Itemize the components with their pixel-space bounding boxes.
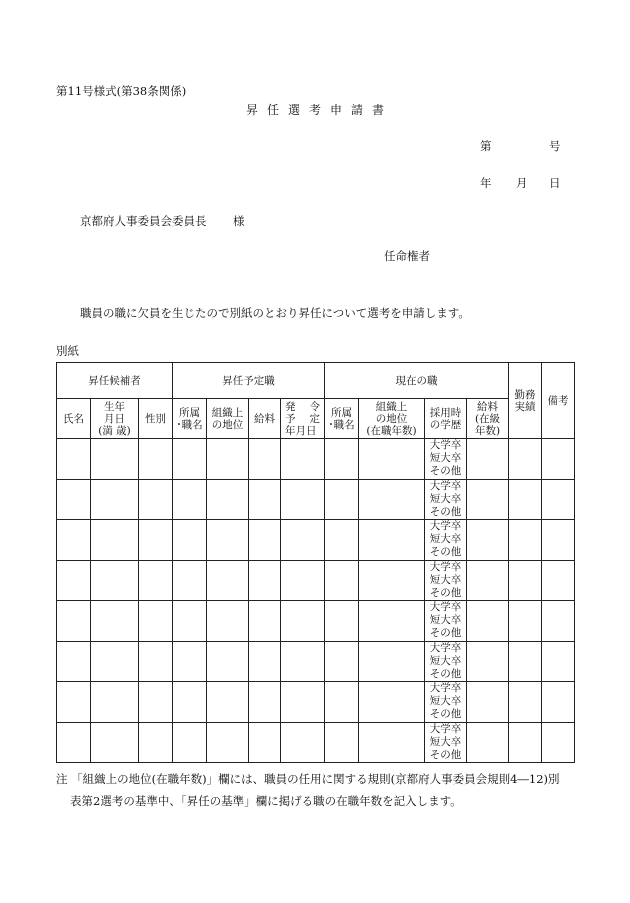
col-planned-rank-l1: 組織上	[211, 406, 244, 419]
education-option[interactable]: 短大卒	[429, 654, 462, 667]
table-row	[57, 641, 575, 682]
entry-cell[interactable]	[91, 641, 139, 682]
entry-cell[interactable]	[359, 439, 425, 480]
entry-cell[interactable]	[542, 439, 575, 480]
entry-cell[interactable]	[91, 560, 139, 601]
entry-cell[interactable]	[249, 520, 281, 561]
entry-cell[interactable]	[139, 560, 173, 601]
col-education-l2: の学歴	[429, 418, 462, 431]
education-option[interactable]: 短大卒	[429, 573, 462, 586]
education-option[interactable]: その他	[429, 667, 462, 680]
entry-cell[interactable]	[57, 641, 91, 682]
col-planned-dept-l2: ･職名	[176, 418, 203, 431]
col-birthdate-l3: (満 歳)	[98, 424, 131, 437]
entry-cell[interactable]	[467, 601, 509, 642]
entry-cell[interactable]	[281, 682, 325, 723]
entry-cell[interactable]	[542, 682, 575, 723]
education-option[interactable]: 大学卒	[429, 560, 462, 573]
entry-cell[interactable]	[325, 479, 359, 520]
col-appointment-date	[281, 399, 325, 439]
col-current-rank-l1: 組織上	[375, 400, 408, 413]
entry-cell[interactable]	[91, 601, 139, 642]
entry-cell[interactable]	[207, 439, 249, 480]
col-appointment-date-e: 年月日	[285, 424, 317, 437]
addressee: 京都府人事委員会委員長	[80, 214, 207, 228]
entry-cell[interactable]	[91, 722, 139, 763]
entry-cell[interactable]	[467, 682, 509, 723]
entry-cell[interactable]	[207, 641, 249, 682]
education-option[interactable]: 大学卒	[429, 682, 462, 695]
entry-cell[interactable]	[509, 560, 542, 601]
date-day: 日	[549, 176, 561, 190]
education-cell	[425, 439, 467, 480]
education-option[interactable]: その他	[429, 627, 462, 640]
entry-cell[interactable]	[173, 439, 207, 480]
col-current-salary-l1: 給料	[477, 400, 499, 413]
entry-cell[interactable]	[467, 479, 509, 520]
entry-cell[interactable]	[139, 641, 173, 682]
table-row	[57, 722, 575, 763]
col-birthdate	[91, 399, 139, 439]
entry-cell[interactable]	[542, 520, 575, 561]
col-education	[425, 399, 467, 439]
entry-cell[interactable]	[173, 560, 207, 601]
education-option[interactable]: その他	[429, 708, 462, 721]
col-appointment-date-c: 予	[285, 412, 296, 425]
entry-cell[interactable]	[173, 520, 207, 561]
entry-cell[interactable]	[359, 560, 425, 601]
table-row	[57, 520, 575, 561]
form-number: 第11号様式(第38条関係)	[56, 84, 187, 98]
education-option[interactable]: 短大卒	[429, 533, 462, 546]
col-current-salary	[467, 399, 509, 439]
col-current-rank-l3: (在職年数)	[366, 424, 417, 437]
col-current-salary-l3: 年数)	[474, 424, 501, 437]
entry-cell[interactable]	[57, 682, 91, 723]
entry-cell[interactable]	[173, 479, 207, 520]
education-option[interactable]: 大学卒	[429, 722, 462, 735]
entry-cell[interactable]	[249, 641, 281, 682]
entry-cell[interactable]	[249, 601, 281, 642]
col-planned-rank-l2: の地位	[211, 418, 244, 431]
entry-cell[interactable]	[249, 479, 281, 520]
date-month: 月	[516, 176, 528, 190]
entry-cell[interactable]	[207, 479, 249, 520]
entry-cell[interactable]	[281, 722, 325, 763]
entry-cell[interactable]	[359, 641, 425, 682]
entry-cell[interactable]	[249, 682, 281, 723]
education-option[interactable]: その他	[429, 505, 462, 518]
entry-cell[interactable]	[325, 641, 359, 682]
col-planned-salary: 給料	[249, 399, 281, 439]
entry-cell[interactable]	[281, 601, 325, 642]
education-cell	[425, 682, 467, 723]
table-row	[57, 601, 575, 642]
entry-cell[interactable]	[57, 601, 91, 642]
entry-cell[interactable]	[139, 439, 173, 480]
entry-cell[interactable]	[207, 520, 249, 561]
entry-cell[interactable]	[325, 722, 359, 763]
col-current-salary-l2: (在級	[474, 412, 501, 425]
col-current-rank-l2: の地位	[375, 412, 408, 425]
education-option[interactable]: 短大卒	[429, 492, 462, 505]
appointing-authority: 任命権者	[384, 249, 430, 263]
education-option[interactable]: 短大卒	[429, 695, 462, 708]
document-title: 昇任選考申請書	[245, 103, 393, 117]
education-option[interactable]: 大学卒	[429, 479, 462, 492]
entry-cell[interactable]	[139, 601, 173, 642]
education-option[interactable]: その他	[429, 546, 462, 559]
entry-cell[interactable]	[325, 601, 359, 642]
entry-cell[interactable]	[325, 439, 359, 480]
col-current-rank	[359, 399, 425, 439]
entry-cell[interactable]	[542, 479, 575, 520]
education-cell	[425, 479, 467, 520]
col-education-l1: 採用時	[429, 406, 462, 419]
entry-cell[interactable]	[467, 520, 509, 561]
entry-cell[interactable]	[91, 439, 139, 480]
performance-label: 勤務実績	[514, 388, 536, 413]
request-body-text: 職員の職に欠員を生じたので別紙のとおり昇任について選考を申請します。	[80, 306, 470, 320]
entry-cell[interactable]	[139, 682, 173, 723]
entry-cell[interactable]	[467, 722, 509, 763]
header-planned-post: 昇任予定職	[173, 363, 325, 399]
entry-cell[interactable]	[359, 682, 425, 723]
entry-cell[interactable]	[139, 479, 173, 520]
header-current-post: 現在の職	[325, 363, 509, 399]
education-option[interactable]: その他	[429, 465, 462, 478]
col-appointment-date-b: 令	[309, 400, 321, 413]
note-line-2: 表第2選考の基準中、「昇任の基準」欄に掲げる職の在職年数を記入します。	[70, 794, 462, 808]
entry-cell[interactable]	[359, 479, 425, 520]
entry-cell[interactable]	[325, 682, 359, 723]
entry-cell[interactable]	[509, 641, 542, 682]
entry-cell[interactable]	[281, 439, 325, 480]
col-appointment-date-a: 発	[285, 400, 296, 413]
entry-cell[interactable]	[57, 439, 91, 480]
entry-cell[interactable]	[509, 439, 542, 480]
education-cell	[425, 722, 467, 763]
education-cell	[425, 520, 467, 561]
education-option[interactable]: 大学卒	[429, 601, 462, 614]
entry-cell[interactable]	[57, 520, 91, 561]
header-candidate: 昇任候補者	[57, 363, 173, 399]
entry-cell[interactable]	[139, 520, 173, 561]
entry-cell[interactable]	[509, 479, 542, 520]
education-option[interactable]: その他	[429, 748, 462, 761]
entry-cell[interactable]	[173, 722, 207, 763]
col-name: 氏名	[57, 399, 91, 439]
col-planned-rank	[207, 399, 249, 439]
candidate-table	[56, 362, 575, 763]
entry-cell[interactable]	[139, 722, 173, 763]
header-performance	[509, 363, 542, 439]
entry-cell[interactable]	[91, 682, 139, 723]
education-option[interactable]: 大学卒	[429, 520, 462, 533]
entry-cell[interactable]	[91, 479, 139, 520]
entry-cell[interactable]	[173, 601, 207, 642]
addressee-suffix: 様	[233, 214, 245, 228]
table-body	[57, 439, 575, 763]
entry-cell[interactable]	[57, 722, 91, 763]
attachment-label: 別紙	[56, 344, 79, 358]
col-current-dept-l1: 所属	[331, 406, 353, 419]
table-row	[57, 439, 575, 480]
entry-cell[interactable]	[207, 722, 249, 763]
entry-cell[interactable]	[542, 722, 575, 763]
entry-cell[interactable]	[325, 560, 359, 601]
education-option[interactable]: 短大卒	[429, 614, 462, 627]
entry-cell[interactable]	[509, 520, 542, 561]
entry-cell[interactable]	[249, 560, 281, 601]
entry-cell[interactable]	[249, 722, 281, 763]
education-option[interactable]: 短大卒	[429, 452, 462, 465]
entry-cell[interactable]	[542, 641, 575, 682]
entry-cell[interactable]	[542, 601, 575, 642]
entry-cell[interactable]	[509, 722, 542, 763]
entry-cell[interactable]	[281, 560, 325, 601]
entry-cell[interactable]	[207, 560, 249, 601]
entry-cell[interactable]	[359, 520, 425, 561]
col-birthdate-l2: 月日	[104, 412, 125, 425]
table-row	[57, 560, 575, 601]
col-current-dept-l2: ･職名	[328, 418, 355, 431]
entry-cell[interactable]	[359, 601, 425, 642]
entry-cell[interactable]	[542, 560, 575, 601]
entry-cell[interactable]	[509, 601, 542, 642]
entry-cell[interactable]	[207, 601, 249, 642]
col-planned-dept	[173, 399, 207, 439]
entry-cell[interactable]	[281, 520, 325, 561]
education-cell	[425, 601, 467, 642]
entry-cell[interactable]	[467, 560, 509, 601]
entry-cell[interactable]	[467, 439, 509, 480]
number-suffix: 号	[549, 139, 561, 153]
table-row	[57, 479, 575, 520]
col-appointment-date-d: 定	[309, 412, 321, 425]
education-cell	[425, 641, 467, 682]
entry-cell[interactable]	[173, 682, 207, 723]
entry-cell[interactable]	[57, 560, 91, 601]
education-cell	[425, 560, 467, 601]
entry-cell[interactable]	[325, 520, 359, 561]
col-sex: 性別	[139, 399, 173, 439]
header-remarks: 備考	[542, 363, 575, 439]
education-option[interactable]: 短大卒	[429, 735, 462, 748]
entry-cell[interactable]	[281, 479, 325, 520]
entry-cell[interactable]	[467, 641, 509, 682]
education-option[interactable]: 大学卒	[429, 439, 462, 452]
entry-cell[interactable]	[509, 682, 542, 723]
entry-cell[interactable]	[281, 641, 325, 682]
note-line-1: 注 「組織上の地位(在職年数)」欄には、職員の任用に関する規則(京都府人事委員会規則4―12)別	[56, 772, 560, 786]
number-prefix: 第	[480, 139, 492, 153]
education-option[interactable]: その他	[429, 586, 462, 599]
entry-cell[interactable]	[359, 722, 425, 763]
col-current-dept	[325, 399, 359, 439]
entry-cell[interactable]	[173, 641, 207, 682]
entry-cell[interactable]	[207, 682, 249, 723]
entry-cell[interactable]	[249, 439, 281, 480]
date-year: 年	[480, 176, 492, 190]
col-planned-dept-l1: 所属	[179, 406, 201, 419]
entry-cell[interactable]	[57, 479, 91, 520]
education-option[interactable]: 大学卒	[429, 641, 462, 654]
table-row	[57, 682, 575, 723]
col-birthdate-l1: 生年	[104, 400, 125, 413]
entry-cell[interactable]	[91, 520, 139, 561]
